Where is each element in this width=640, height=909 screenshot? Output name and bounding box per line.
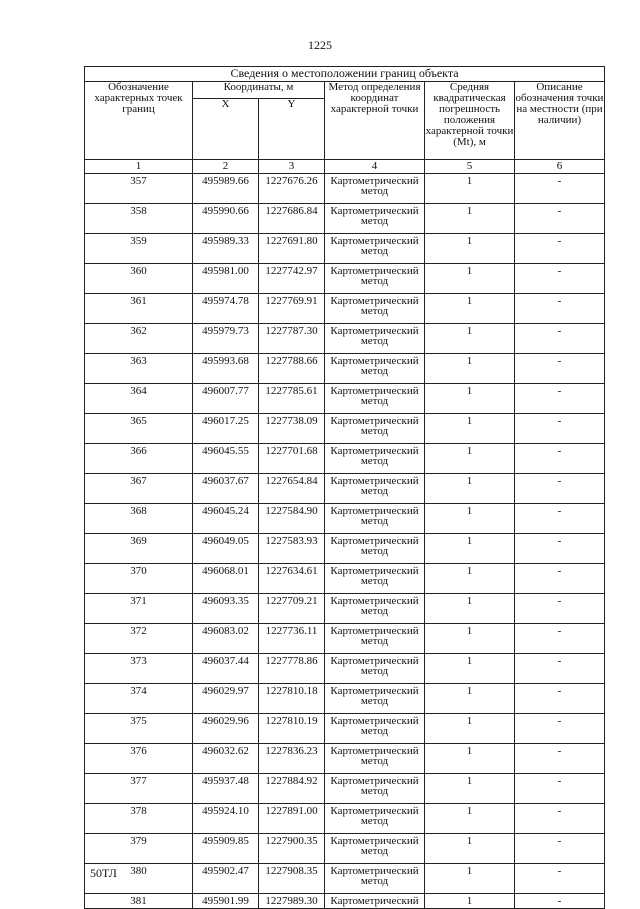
x-coordinate-cell: 496007.77 <box>193 384 259 414</box>
error-cell: 1 <box>425 894 515 909</box>
point-id-cell: 377 <box>85 774 193 804</box>
point-id-cell: 358 <box>85 204 193 234</box>
y-coordinate-cell: 1227769.91 <box>259 294 325 324</box>
point-id-cell: 363 <box>85 354 193 384</box>
method-cell: Картометрический метод <box>325 774 425 804</box>
header-y: Y <box>259 99 325 160</box>
error-cell: 1 <box>425 654 515 684</box>
point-id-cell: 370 <box>85 564 193 594</box>
method-cell: Картометрический метод <box>325 204 425 234</box>
point-id-cell: 381 <box>85 894 193 909</box>
x-coordinate-cell: 495901.99 <box>193 894 259 909</box>
method-cell: Картометрический метод <box>325 264 425 294</box>
error-cell: 1 <box>425 294 515 324</box>
x-coordinate-cell: 496037.44 <box>193 654 259 684</box>
x-coordinate-cell: 495924.10 <box>193 804 259 834</box>
x-coordinate-cell: 495979.73 <box>193 324 259 354</box>
table-row <box>85 804 605 834</box>
method-cell: Картометрический метод <box>325 594 425 624</box>
description-cell: - <box>515 774 605 804</box>
error-cell: 1 <box>425 744 515 774</box>
point-id-cell: 380 <box>85 864 193 894</box>
y-coordinate-cell: 1227900.35 <box>259 834 325 864</box>
table-row <box>85 624 605 654</box>
description-cell: - <box>515 534 605 564</box>
description-cell: - <box>515 894 605 909</box>
description-cell: - <box>515 414 605 444</box>
point-id-cell: 368 <box>85 504 193 534</box>
method-cell: Картометрический метод <box>325 414 425 444</box>
description-cell: - <box>515 834 605 864</box>
description-cell: - <box>515 204 605 234</box>
error-cell: 1 <box>425 564 515 594</box>
description-cell: - <box>515 624 605 654</box>
description-cell: - <box>515 384 605 414</box>
error-cell: 1 <box>425 354 515 384</box>
error-cell: 1 <box>425 444 515 474</box>
x-coordinate-cell: 495974.78 <box>193 294 259 324</box>
description-cell: - <box>515 354 605 384</box>
x-coordinate-cell: 496045.24 <box>193 504 259 534</box>
description-cell: - <box>515 654 605 684</box>
x-coordinate-cell: 496029.97 <box>193 684 259 714</box>
x-coordinate-cell: 495981.00 <box>193 264 259 294</box>
x-coordinate-cell: 496045.55 <box>193 444 259 474</box>
y-coordinate-cell: 1227785.61 <box>259 384 325 414</box>
error-cell: 1 <box>425 774 515 804</box>
column-number: 5 <box>425 160 515 174</box>
point-id-cell: 359 <box>85 234 193 264</box>
point-id-cell: 369 <box>85 534 193 564</box>
table-row <box>85 834 605 864</box>
footer-code: 50ТЛ <box>90 866 117 880</box>
column-number-row <box>85 160 605 174</box>
table-row <box>85 534 605 564</box>
table-row <box>85 474 605 504</box>
point-id-cell: 364 <box>85 384 193 414</box>
point-id-cell: 362 <box>85 324 193 354</box>
table-row <box>85 414 605 444</box>
point-id-cell: 376 <box>85 744 193 774</box>
method-cell: Картометрический метод <box>325 834 425 864</box>
point-id-cell: 373 <box>85 654 193 684</box>
table-row <box>85 654 605 684</box>
method-cell: Картометрический метод <box>325 864 425 894</box>
error-cell: 1 <box>425 864 515 894</box>
description-cell: - <box>515 504 605 534</box>
x-coordinate-cell: 496093.35 <box>193 594 259 624</box>
y-coordinate-cell: 1227778.86 <box>259 654 325 684</box>
description-cell: - <box>515 594 605 624</box>
table-row <box>85 384 605 414</box>
description-cell: - <box>515 174 605 204</box>
description-cell: - <box>515 264 605 294</box>
method-cell: Картометрический метод <box>325 684 425 714</box>
y-coordinate-cell: 1227989.30 <box>259 894 325 909</box>
x-coordinate-cell: 496083.02 <box>193 624 259 654</box>
description-cell: - <box>515 324 605 354</box>
table-row <box>85 444 605 474</box>
method-cell: Картометрический метод <box>325 744 425 774</box>
method-cell: Картометрический метод <box>325 294 425 324</box>
error-cell: 1 <box>425 324 515 354</box>
x-coordinate-cell: 495989.33 <box>193 234 259 264</box>
error-cell: 1 <box>425 504 515 534</box>
point-id-cell: 379 <box>85 834 193 864</box>
table-row <box>85 684 605 714</box>
y-coordinate-cell: 1227686.84 <box>259 204 325 234</box>
point-id-cell: 366 <box>85 444 193 474</box>
y-coordinate-cell: 1227908.35 <box>259 864 325 894</box>
y-coordinate-cell: 1227810.18 <box>259 684 325 714</box>
boundary-points-table <box>84 66 605 909</box>
error-cell: 1 <box>425 624 515 654</box>
table-row <box>85 174 605 204</box>
x-coordinate-cell: 495902.47 <box>193 864 259 894</box>
method-cell: Картометрический метод <box>325 444 425 474</box>
method-cell: Картометрический метод <box>325 474 425 504</box>
y-coordinate-cell: 1227891.00 <box>259 804 325 834</box>
point-id-cell: 367 <box>85 474 193 504</box>
y-coordinate-cell: 1227884.92 <box>259 774 325 804</box>
column-number: 6 <box>515 160 605 174</box>
error-cell: 1 <box>425 714 515 744</box>
point-id-cell: 378 <box>85 804 193 834</box>
y-coordinate-cell: 1227810.19 <box>259 714 325 744</box>
point-id-cell: 375 <box>85 714 193 744</box>
y-coordinate-cell: 1227788.66 <box>259 354 325 384</box>
table-row <box>85 894 605 909</box>
description-cell: - <box>515 444 605 474</box>
y-coordinate-cell: 1227583.93 <box>259 534 325 564</box>
table-row <box>85 204 605 234</box>
method-cell: Картометрический метод <box>325 714 425 744</box>
method-cell: Картометрический метод <box>325 534 425 564</box>
method-cell: Картометрический метод <box>325 654 425 684</box>
point-id-cell: 371 <box>85 594 193 624</box>
table-row <box>85 774 605 804</box>
table-row <box>85 324 605 354</box>
method-cell: Картометрический метод <box>325 234 425 264</box>
x-coordinate-cell: 495993.68 <box>193 354 259 384</box>
description-cell: - <box>515 294 605 324</box>
error-cell: 1 <box>425 204 515 234</box>
method-cell: Картометрический метод <box>325 564 425 594</box>
error-cell: 1 <box>425 804 515 834</box>
table-row <box>85 594 605 624</box>
point-id-cell: 365 <box>85 414 193 444</box>
error-cell: 1 <box>425 384 515 414</box>
error-cell: 1 <box>425 474 515 504</box>
description-cell: - <box>515 804 605 834</box>
y-coordinate-cell: 1227736.11 <box>259 624 325 654</box>
error-cell: 1 <box>425 234 515 264</box>
description-cell: - <box>515 864 605 894</box>
description-cell: - <box>515 684 605 714</box>
method-cell: Картометрический метод <box>325 324 425 354</box>
point-id-cell: 372 <box>85 624 193 654</box>
description-cell: - <box>515 714 605 744</box>
method-cell: Картометрический метод <box>325 174 425 204</box>
method-cell: Картометрический <box>325 894 425 909</box>
table-row <box>85 744 605 774</box>
header-x: X <box>193 99 259 160</box>
point-id-cell: 357 <box>85 174 193 204</box>
table-row <box>85 504 605 534</box>
error-cell: 1 <box>425 414 515 444</box>
y-coordinate-cell: 1227738.09 <box>259 414 325 444</box>
column-number: 1 <box>85 160 193 174</box>
x-coordinate-cell: 496068.01 <box>193 564 259 594</box>
header-method: Метод определения координат характерной точки <box>325 82 425 160</box>
method-cell: Картометрический метод <box>325 624 425 654</box>
x-coordinate-cell: 495909.85 <box>193 834 259 864</box>
header-error: Средняя квадратическая погрешность положения характерной точки (Mt), м <box>425 82 515 160</box>
y-coordinate-cell: 1227676.26 <box>259 174 325 204</box>
header-coordinates: Координаты, м <box>193 82 325 99</box>
description-cell: - <box>515 564 605 594</box>
error-cell: 1 <box>425 534 515 564</box>
header-designation: Обозначение характерных точек границ <box>85 82 193 160</box>
y-coordinate-cell: 1227709.21 <box>259 594 325 624</box>
x-coordinate-cell: 496049.05 <box>193 534 259 564</box>
method-cell: Картометрический метод <box>325 384 425 414</box>
x-coordinate-cell: 495989.66 <box>193 174 259 204</box>
description-cell: - <box>515 234 605 264</box>
column-number: 4 <box>325 160 425 174</box>
point-id-cell: 374 <box>85 684 193 714</box>
page-number: 1225 <box>308 38 332 52</box>
table-row <box>85 264 605 294</box>
y-coordinate-cell: 1227654.84 <box>259 474 325 504</box>
error-cell: 1 <box>425 264 515 294</box>
x-coordinate-cell: 496029.96 <box>193 714 259 744</box>
table-row <box>85 564 605 594</box>
y-coordinate-cell: 1227836.23 <box>259 744 325 774</box>
method-cell: Картометрический метод <box>325 504 425 534</box>
method-cell: Картометрический метод <box>325 804 425 834</box>
header-description: Описание обозначения точки на местности (при наличии) <box>515 82 605 160</box>
table-row <box>85 864 605 894</box>
table-row <box>85 714 605 744</box>
point-id-cell: 360 <box>85 264 193 294</box>
error-cell: 1 <box>425 594 515 624</box>
table-row <box>85 354 605 384</box>
y-coordinate-cell: 1227787.30 <box>259 324 325 354</box>
description-cell: - <box>515 744 605 774</box>
point-id-cell: 361 <box>85 294 193 324</box>
table-title: Сведения о местоположении границ объекта <box>85 67 605 82</box>
x-coordinate-cell: 495937.48 <box>193 774 259 804</box>
x-coordinate-cell: 496017.25 <box>193 414 259 444</box>
table-row <box>85 294 605 324</box>
x-coordinate-cell: 496032.62 <box>193 744 259 774</box>
y-coordinate-cell: 1227584.90 <box>259 504 325 534</box>
y-coordinate-cell: 1227691.80 <box>259 234 325 264</box>
y-coordinate-cell: 1227742.97 <box>259 264 325 294</box>
y-coordinate-cell: 1227701.68 <box>259 444 325 474</box>
method-cell: Картометрический метод <box>325 354 425 384</box>
x-coordinate-cell: 495990.66 <box>193 204 259 234</box>
x-coordinate-cell: 496037.67 <box>193 474 259 504</box>
error-cell: 1 <box>425 174 515 204</box>
table-row <box>85 234 605 264</box>
description-cell: - <box>515 474 605 504</box>
error-cell: 1 <box>425 684 515 714</box>
column-number: 2 <box>193 160 259 174</box>
y-coordinate-cell: 1227634.61 <box>259 564 325 594</box>
column-number: 3 <box>259 160 325 174</box>
error-cell: 1 <box>425 834 515 864</box>
